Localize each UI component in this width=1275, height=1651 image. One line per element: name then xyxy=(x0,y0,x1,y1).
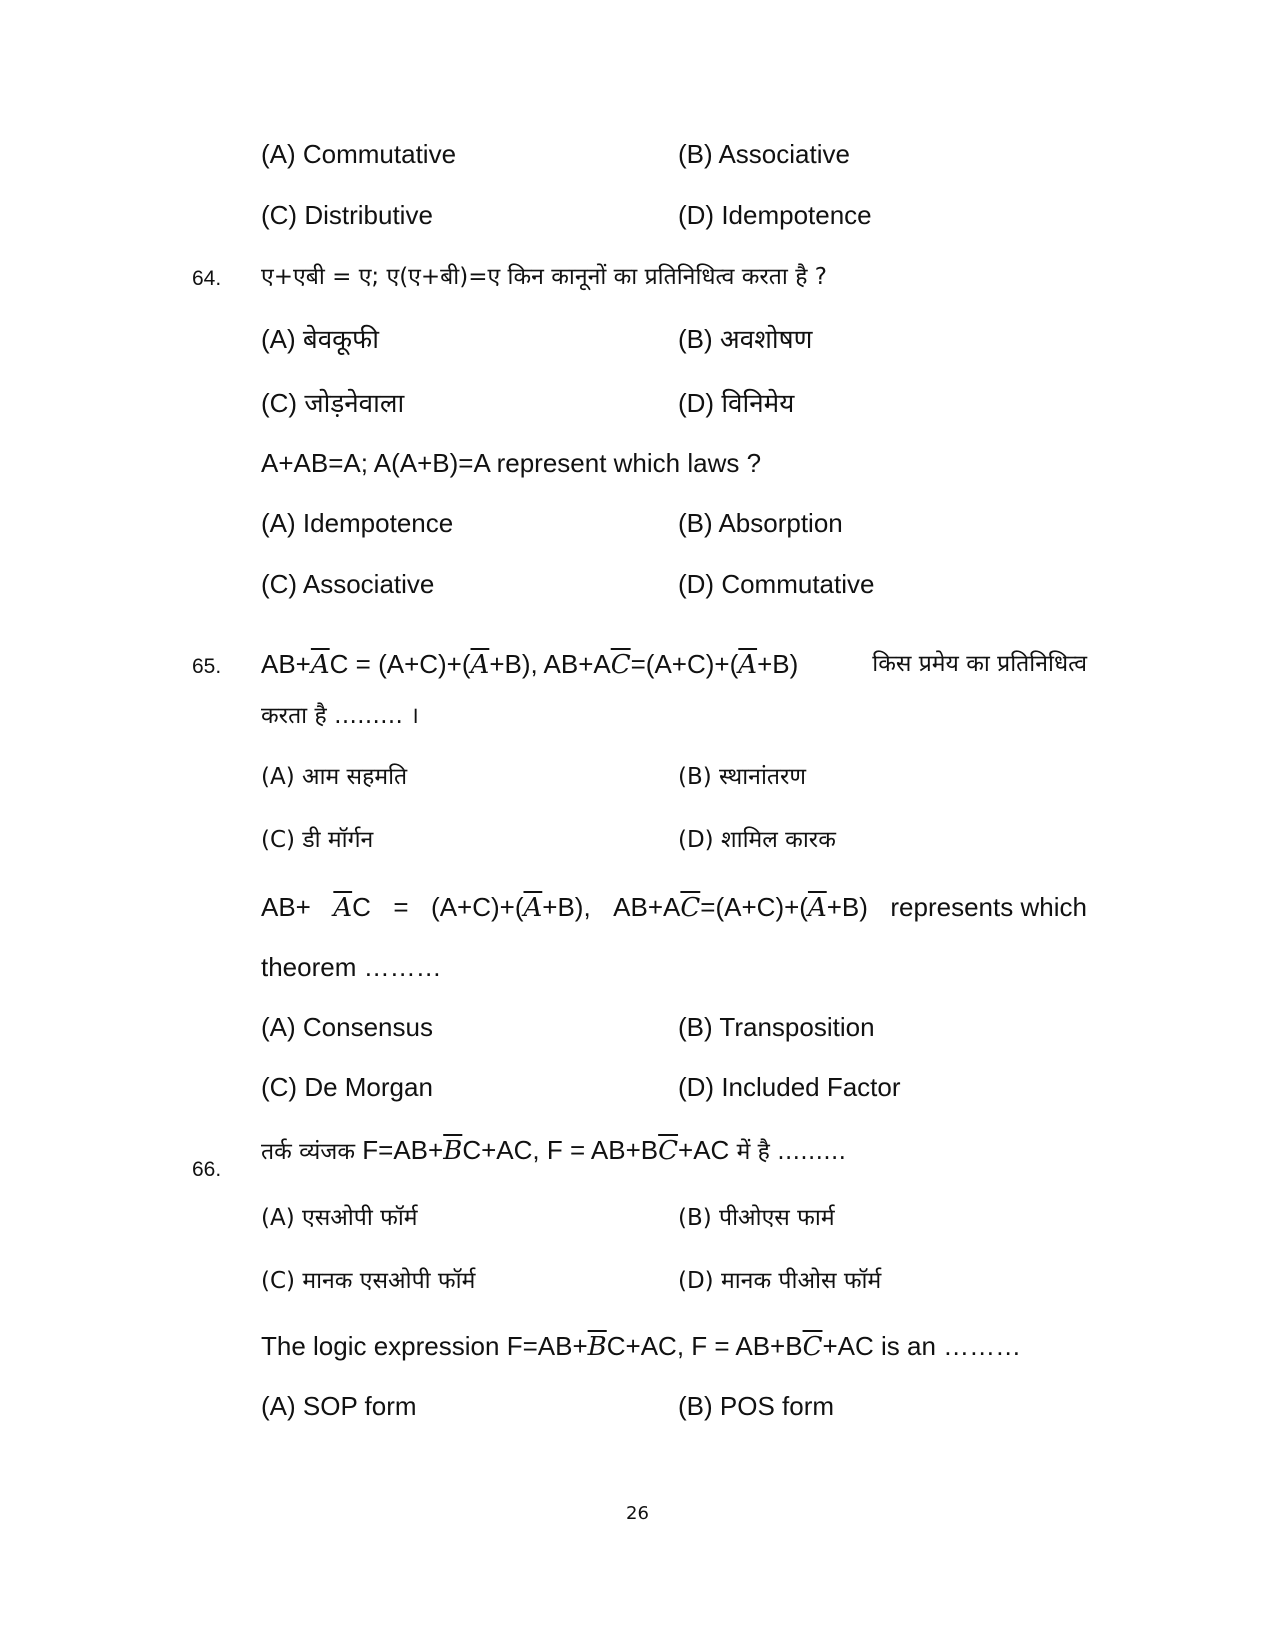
q66-english-option-a: (A) SOP form xyxy=(261,1391,417,1421)
q66-english-stem: The logic expression $F=AB+\overline{B}C+AC$, $F = AB+B\overline{C}+AC$ is an ……… xyxy=(261,1331,1022,1362)
q63-option-c: (C) Distributive xyxy=(261,200,433,230)
q65-hindi-option-d: (D) शामिल कारक xyxy=(678,827,836,853)
q66-hindi-option-b: (B) पीओएस फार्म xyxy=(678,1205,835,1231)
q63-option-d: (D) Idempotence xyxy=(678,200,872,230)
q65-english-option-a: (A) Consensus xyxy=(261,1012,433,1042)
q64-hindi-stem: ए+एबी = ए; ए(ए+बी)=ए किन कानूनों का प्रतिनिधित्व करता है ? xyxy=(261,264,827,290)
q64-english-option-c: (C) Associative xyxy=(261,569,435,599)
q65-number: 65. xyxy=(192,655,222,678)
q64-hindi-option-b: (B) अवशोषण xyxy=(678,324,813,354)
q65-english-option-b: (B) Transposition xyxy=(678,1012,875,1042)
b-complement: $\overline{B}$ xyxy=(587,1332,607,1362)
q65-hindi-stem-tail: किस प्रमेय का प्रतिनिधित्व xyxy=(872,651,1087,677)
q64-hindi-option-d: (D) विनिमेय xyxy=(678,388,795,418)
page-number: 26 xyxy=(626,1503,649,1524)
q65-hindi-option-c: (C) डी मॉर्गन xyxy=(261,827,374,853)
q65-english-stem-line1: AB+ $\overline{A}C$ = $(A+C)+(\overline{A}+B)$, $AB+A\overline{C}=(A+C)+(\overline{A}+B)$ represents which xyxy=(261,892,1087,923)
q65-expression: $AB+\overline{A}C = (A+C)+(\overline{A}+B)$, $AB+A\overline{C}=(A+C)+(\overline{A}+B)$ xyxy=(261,649,799,680)
q66-hindi-option-a: (A) एसओपी फॉर्म xyxy=(261,1205,418,1231)
a-complement: $\overline{A}$ xyxy=(738,650,758,680)
q66-hindi-option-d: (D) मानक पीओस फॉर्म xyxy=(678,1268,882,1294)
q64-hindi-option-a: (A) बेवकूफी xyxy=(261,324,379,354)
q66-number: 66. xyxy=(192,1158,222,1181)
q65-english-stem-line2: theorem ……… xyxy=(261,952,442,982)
q65-hindi-option-b: (B) स्थानांतरण xyxy=(678,764,807,790)
q64-english-option-b: (B) Absorption xyxy=(678,508,843,538)
q66-english-option-b: (B) POS form xyxy=(678,1391,835,1421)
q65-hindi-option-a: (A) आम सहमति xyxy=(261,764,408,790)
q64-hindi-option-c: (C) जोड़नेवाला xyxy=(261,388,405,418)
q66-hindi-option-c: (C) मानक एसओपी फॉर्म xyxy=(261,1268,476,1294)
c-complement: $\overline{C}$ xyxy=(610,650,631,680)
c-complement: $\overline{C}$ xyxy=(658,1136,679,1166)
q65-english-stem-tail: represents which xyxy=(890,892,1087,922)
q65-english-option-c: (C) De Morgan xyxy=(261,1072,433,1102)
q63-option-a: (A) Commutative xyxy=(261,139,457,169)
a-complement: $\overline{A}$ xyxy=(310,650,330,680)
q65-hindi-stem-line2: करता है ……… । xyxy=(261,703,420,729)
q65-hindi-stem-line1 xyxy=(261,648,1087,681)
q65-english-option-d: (D) Included Factor xyxy=(678,1072,901,1102)
q64-english-option-d: (D) Commutative xyxy=(678,569,875,599)
q64-english-stem: A+AB=A; A(A+B)=A represent which laws ? xyxy=(261,448,762,478)
q64-number: 64. xyxy=(192,267,222,290)
b-complement: $\overline{B}$ xyxy=(443,1136,463,1166)
q63-option-b: (B) Associative xyxy=(678,139,850,169)
q64-english-option-a: (A) Idempotence xyxy=(261,508,454,538)
a-complement: $\overline{A}$ xyxy=(470,650,490,680)
c-complement: $\overline{C}$ xyxy=(802,1332,823,1362)
q66-hindi-stem: तर्क व्यंजक $F=AB+\overline{B}C+AC$, $F = AB+B\overline{C}+AC$ में है ……… xyxy=(261,1135,847,1166)
